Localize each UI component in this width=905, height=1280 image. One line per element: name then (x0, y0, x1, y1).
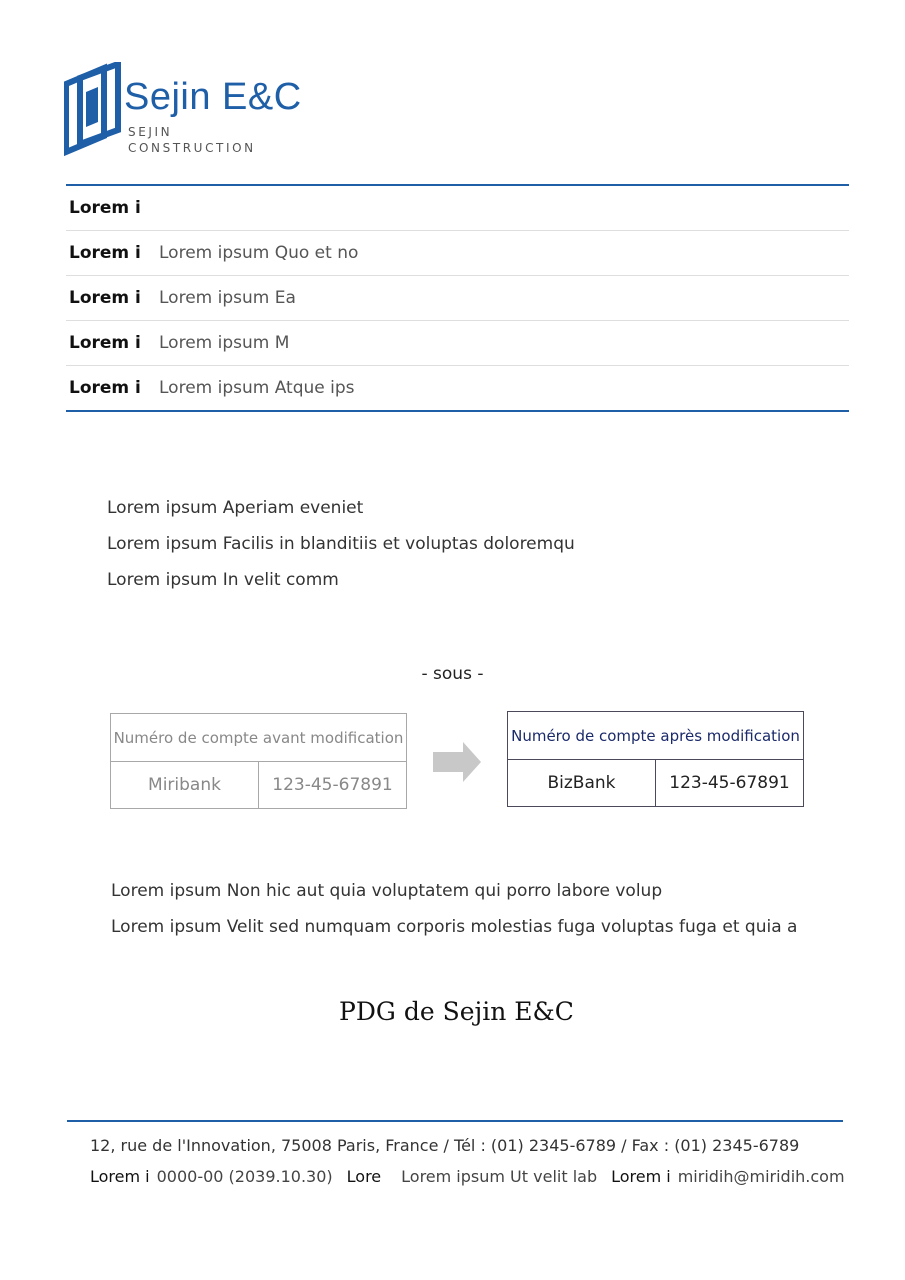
logo-subtitle (128, 124, 256, 156)
account-after-number: 123-45-67891 (656, 760, 804, 807)
logo-subtitle-line2: CONSTRUCTION (128, 141, 256, 155)
info-key: Lorem i (69, 378, 141, 398)
paragraph-line: Lorem ipsum In velit comm (107, 570, 339, 590)
info-row (66, 186, 849, 231)
account-before-table (110, 713, 407, 809)
paragraph-line: Lorem ipsum Aperiam eveniet (107, 498, 364, 518)
info-value: Lorem ipsum Ea (159, 288, 296, 308)
closing-paragraph (111, 873, 797, 945)
info-value: Lorem ipsum Atque ips (159, 378, 355, 398)
footer-email[interactable]: miridih@miridih.com (677, 1167, 845, 1186)
account-after-bank: BizBank (508, 760, 656, 807)
info-row (66, 321, 849, 366)
footer-key: Lorem i (611, 1167, 671, 1186)
signature: PDG de Sejin E&C (339, 997, 574, 1026)
info-row (66, 276, 849, 321)
footer-details (90, 1167, 859, 1186)
logo-name: Sejin E&C (124, 76, 302, 118)
info-value: Lorem ipsum M (159, 333, 290, 353)
footer-key: Lorem i (90, 1167, 150, 1186)
intro-paragraph (107, 490, 575, 598)
account-after-header: Numéro de compte après modification (508, 712, 804, 760)
logo-subtitle-line1: SEJIN (128, 125, 173, 139)
company-logo (64, 62, 324, 162)
paragraph-line: Lorem ipsum Non hic aut quia voluptatem qui porro labore volup (111, 881, 663, 901)
footer-key: Lore (346, 1167, 382, 1186)
paragraph-line: Lorem ipsum Facilis in blanditiis et voluptas doloremqu (107, 534, 575, 554)
footer-address: 12, rue de l'Innovation, 75008 Paris, France / Tél : (01) 2345-6789 / Fax : (01) 2345-6789 (90, 1136, 800, 1155)
arrow-right-icon (433, 742, 481, 782)
info-row (66, 366, 849, 410)
info-key: Lorem i (69, 288, 141, 308)
info-table (66, 184, 849, 412)
account-after-table (507, 711, 804, 807)
info-value: Lorem ipsum Quo et no (159, 243, 359, 263)
info-key: Lorem i (69, 333, 141, 353)
footer-value: 0000-00 (2039.10.30) (156, 1167, 333, 1186)
paragraph-line: Lorem ipsum Velit sed numquam corporis molestias fuga voluptas fuga et quia a (111, 917, 798, 937)
account-before-header: Numéro de compte avant modification (111, 714, 407, 762)
account-before-bank: Miribank (111, 762, 259, 809)
account-before-number: 123-45-67891 (259, 762, 407, 809)
logo-mark-icon (64, 62, 122, 158)
footer-value: Lorem ipsum Ut velit lab (401, 1167, 598, 1186)
info-key: Lorem i (69, 198, 141, 218)
info-row (66, 231, 849, 276)
sous-label: - sous - (421, 664, 484, 684)
footer-divider (67, 1120, 843, 1122)
info-key: Lorem i (69, 243, 141, 263)
